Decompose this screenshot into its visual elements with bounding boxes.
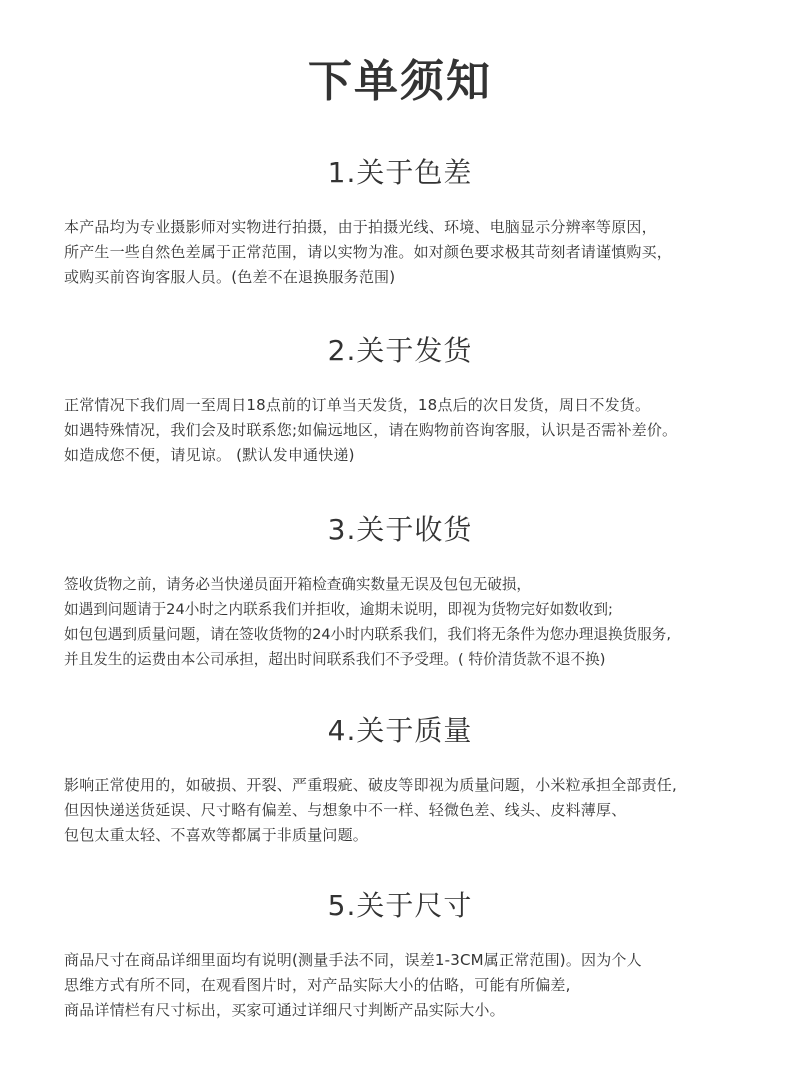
section-body [64,948,789,1023]
section-color-difference [0,153,800,286]
section-line: 所产生一些自然色差属于正常范围，请以实物为准。如对颜色要求极其苛刻者请谨慎购买， [64,243,673,261]
section-line: 本产品均为专业摄影师对实物进行拍摄，由于拍摄光线、环境、电脑显示分辨率等原因， [64,218,657,236]
section-heading: 4.关于质量 [327,714,473,747]
section-line: 包包太重太轻、不喜欢等都属于非质量问题。 [64,826,369,844]
section-line: 如遇到问题请于24小时之内联系我们并拒收，逾期未说明，即视为货物完好如数收到; [64,601,613,618]
section-size [0,886,800,1019]
section-line: 如遇特殊情况，我们会及时联系您;如偏远地区，请在购物前咨询客服，认识是否需补差价。 [64,421,678,439]
section-shipping [0,331,800,464]
section-line: 思维方式有所不同，在观看图片时，对产品实际大小的估略，可能有所偏差, [64,976,571,994]
section-heading: 3.关于收货 [327,513,473,546]
section-line: 或购买前咨询客服人员。(色差不在退换服务范围) [64,268,396,286]
page-title: 下单须知 [308,56,492,107]
section-line: 并且发生的运费由本公司承担，超出时间联系我们不予受理。( 特价清货款不退不换) [64,651,606,668]
section-line: 如造成您不便，请见谅。 (默认发申通快递) [64,446,355,464]
section-line: 如包包遇到质量问题，请在签收货物的24小时内联系我们，我们将无条件为您办理退换货服务, [64,626,671,643]
section-line: 商品详情栏有尺寸标出，买家可通过详细尺寸判断产品实际大小。 [64,1001,505,1019]
section-heading: 5.关于尺寸 [327,889,473,922]
section-body [64,773,789,848]
section-line: 签收货物之前，请务必当快递员面开箱检查确实数量无误及包包无破损， [64,576,532,593]
section-body [64,215,789,290]
section-body [64,393,789,468]
section-heading: 2.关于发货 [327,334,473,367]
section-heading: 1.关于色差 [327,156,473,189]
section-quality [0,711,800,844]
section-line: 但因快递送货延误、尺寸略有偏差、与想象中不一样、轻微色差、线头、皮料薄厚、 [64,801,627,819]
section-line: 影响正常使用的，如破损、开裂、严重瑕疵、破皮等即视为质量问题，小米粒承担全部责任, [64,776,677,794]
section-line: 商品尺寸在商品详细里面均有说明(测量手法不同，误差1-3CM属正常范围)。因为个人 [64,951,642,969]
section-body [64,572,789,672]
section-receiving [0,510,800,668]
section-line: 正常情况下我们周一至周日18点前的订单当天发货，18点后的次日发货，周日不发货。 [64,396,651,414]
